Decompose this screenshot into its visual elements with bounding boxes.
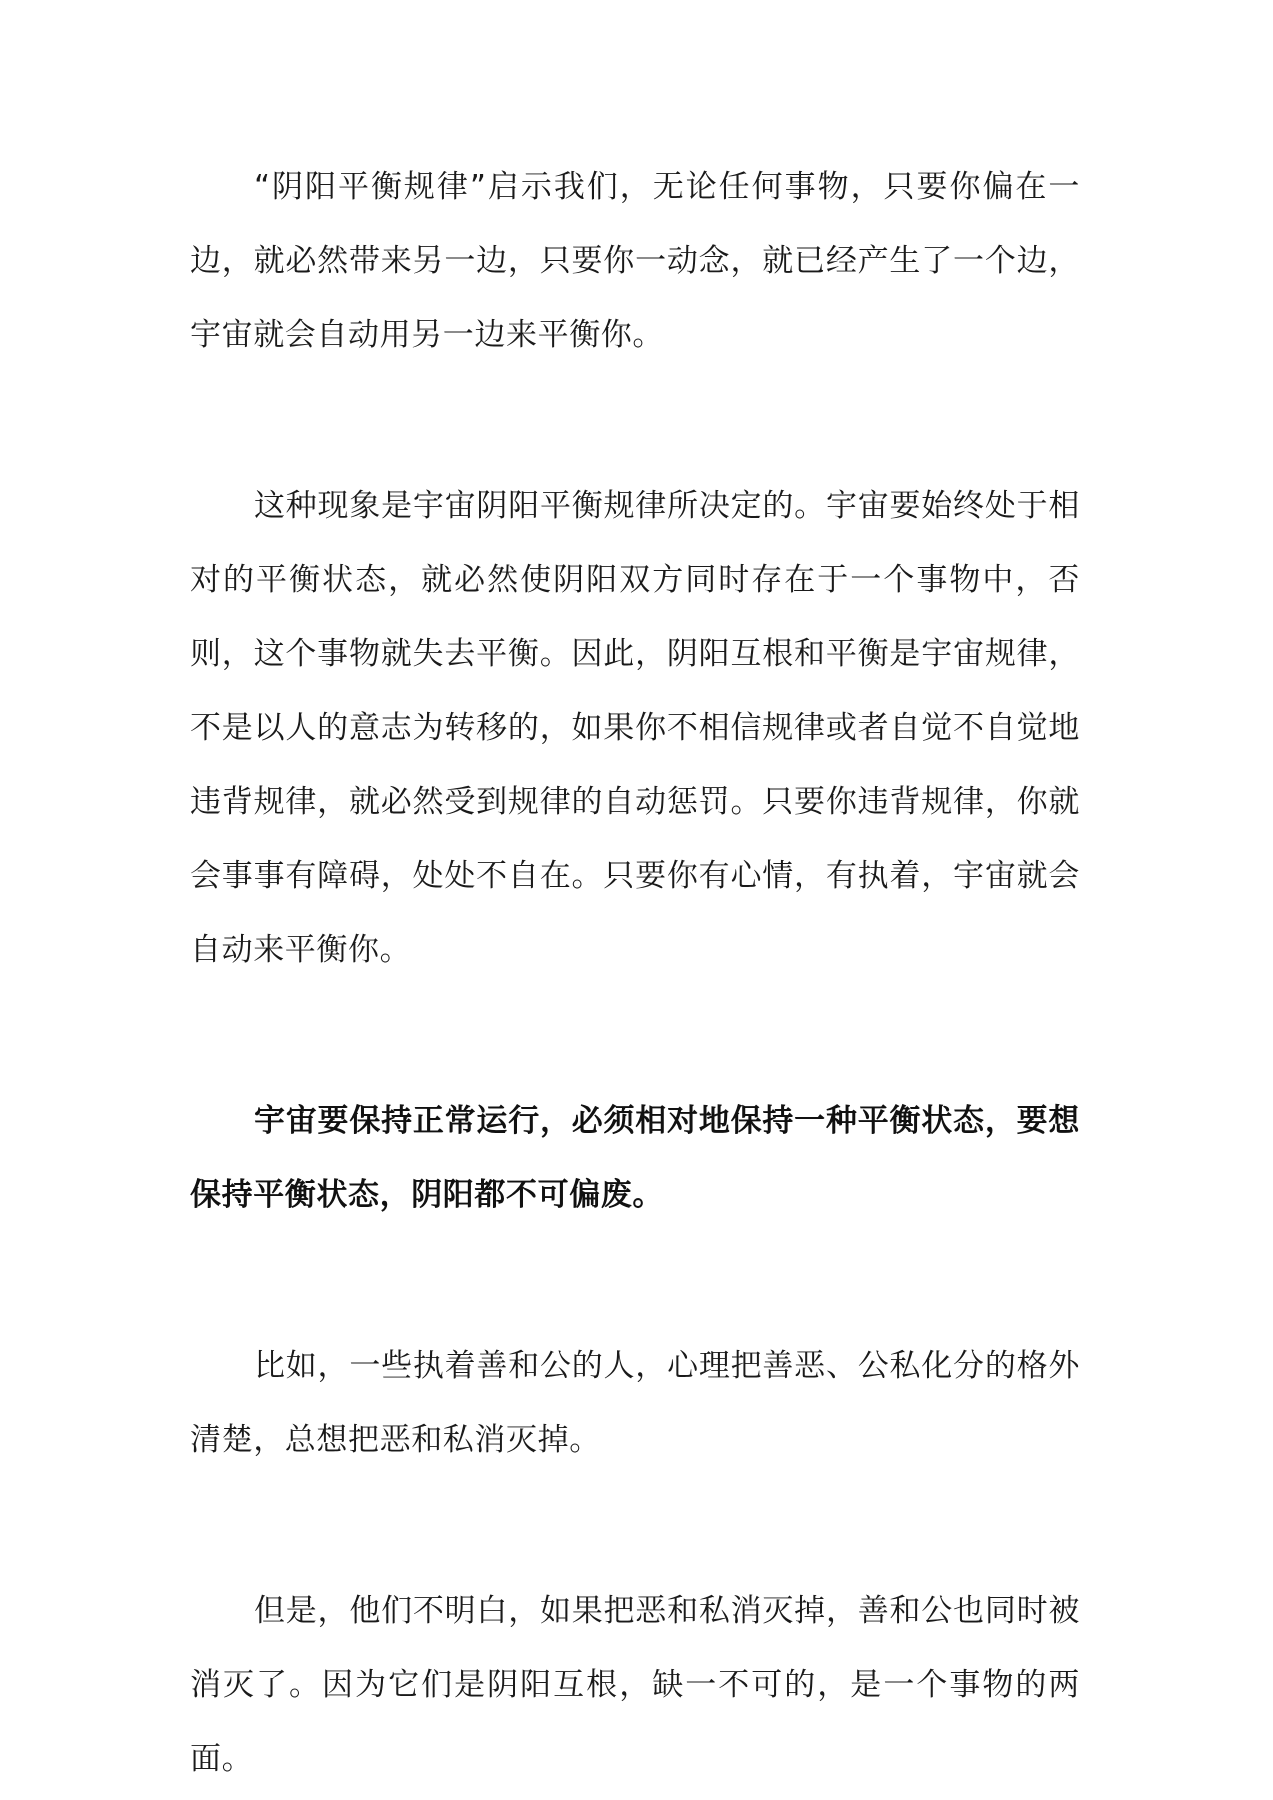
paragraph-emphasis-balance: 宇宙要保持正常运行，必须相对地保持一种平衡状态，要想保持平衡状态，阴阳都不可偏废。 [190,1103,1080,1213]
paragraph-example: 比如，一些执着善和公的人，心理把善恶、公私化分的格外清楚，总想把恶和私消灭掉。 [190,1348,1080,1458]
paragraph-yin-yang-principle: “阴阳平衡规律”启示我们，无论任何事物，只要你偏在一边，就必然带来另一边，只要你一动念，就已经产生了一个边，宇宙就会自动用另一边来平衡你。 [190,169,1080,353]
document-body [190,150,1080,1796]
paragraph-conclusion: 但是，他们不明白，如果把恶和私消灭掉，善和公也同时被消灭了。因为它们是阴阳互根，缺一不可的，是一个事物的两面。 [190,1593,1080,1777]
paragraph-cosmic-balance: 这种现象是宇宙阴阳平衡规律所决定的。宇宙要始终处于相对的平衡状态，就必然使阴阳双方同时存在于一个事物中，否则，这个事物就失去平衡。因此，阴阳互根和平衡是宇宙规律，不是以人的意志为转移的，如果你不相信规律或者自觉不自觉地违背规律，就必然受到规律的自动惩罚。只要你违背规律，你就会事事有障碍，处处不自在。只要你有心情，有执着，宇宙就会自动来平衡你。 [190,488,1080,968]
